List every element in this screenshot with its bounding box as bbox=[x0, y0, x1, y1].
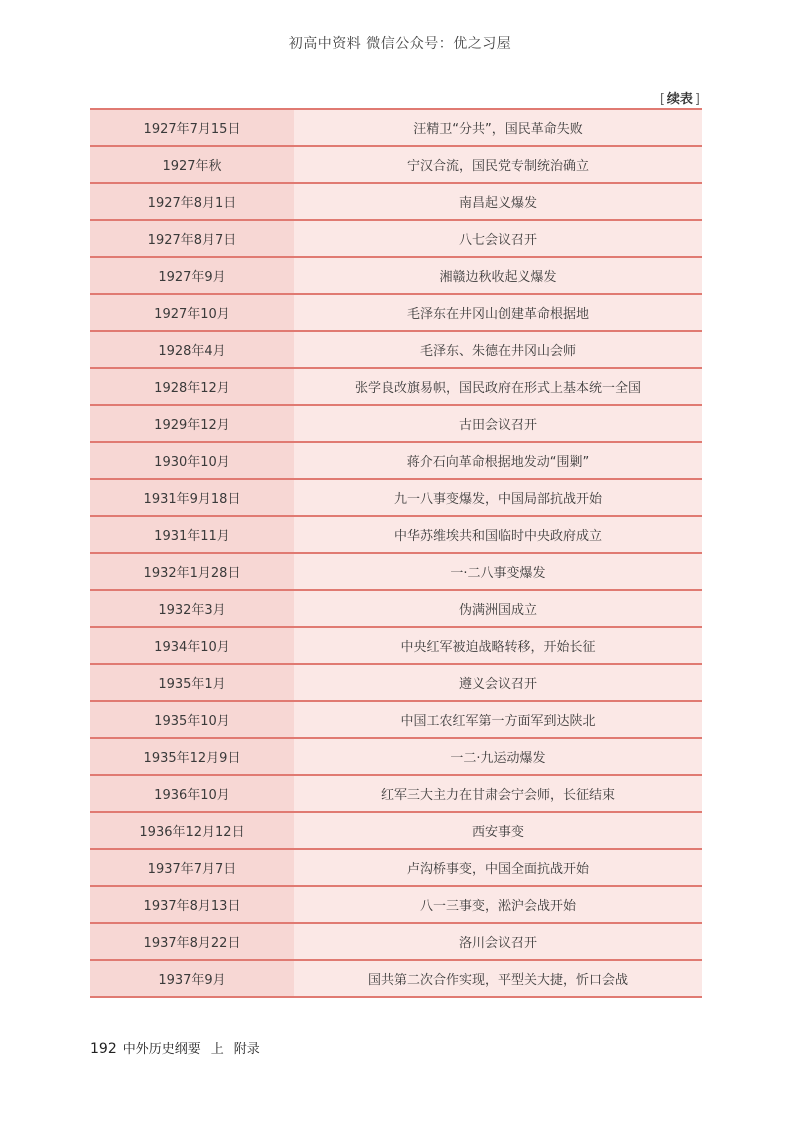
table-row bbox=[90, 368, 702, 405]
page-footer bbox=[90, 1038, 260, 1057]
date-cell: 1937年8月22日 bbox=[90, 923, 294, 960]
right-bracket-icon: ] bbox=[694, 92, 700, 107]
section-label: 附录 bbox=[233, 1042, 260, 1057]
event-cell: 红军三大主力在甘肃会宁会师，长征结束 bbox=[294, 775, 702, 812]
page-header: 初高中资料 微信公众号：优之习屋 bbox=[288, 36, 512, 52]
date-cell: 1927年7月15日 bbox=[90, 109, 294, 146]
table-row bbox=[90, 738, 702, 775]
table-row bbox=[90, 479, 702, 516]
date-cell: 1937年8月13日 bbox=[90, 886, 294, 923]
date-cell: 1937年9月 bbox=[90, 960, 294, 997]
table-row bbox=[90, 183, 702, 220]
table-row bbox=[90, 627, 702, 664]
event-cell: 中央红军被迫战略转移，开始长征 bbox=[294, 627, 702, 664]
table-row bbox=[90, 590, 702, 627]
event-cell: 卢沟桥事变，中国全面抗战开始 bbox=[294, 849, 702, 886]
table-row bbox=[90, 516, 702, 553]
event-cell: 九一八事变爆发，中国局部抗战开始 bbox=[294, 479, 702, 516]
event-cell: 古田会议召开 bbox=[294, 405, 702, 442]
date-cell: 1927年9月 bbox=[90, 257, 294, 294]
date-cell: 1935年1月 bbox=[90, 664, 294, 701]
date-cell: 1931年11月 bbox=[90, 516, 294, 553]
table-row bbox=[90, 960, 702, 997]
event-cell: 中华苏维埃共和国临时中央政府成立 bbox=[294, 516, 702, 553]
table-row bbox=[90, 923, 702, 960]
table-row bbox=[90, 146, 702, 183]
event-cell: 西安事变 bbox=[294, 812, 702, 849]
continued-table-label bbox=[658, 88, 702, 107]
date-cell: 1927年秋 bbox=[90, 146, 294, 183]
event-cell: 中国工农红军第一方面军到达陕北 bbox=[294, 701, 702, 738]
event-cell: 汪精卫“分共”，国民革命失败 bbox=[294, 109, 702, 146]
table-row bbox=[90, 775, 702, 812]
date-cell: 1932年1月28日 bbox=[90, 553, 294, 590]
event-cell: 蒋介石向革命根据地发动“围剿” bbox=[294, 442, 702, 479]
event-cell: 遵义会议召开 bbox=[294, 664, 702, 701]
table-row bbox=[90, 886, 702, 923]
date-cell: 1935年12月9日 bbox=[90, 738, 294, 775]
table-row bbox=[90, 331, 702, 368]
continued-text: 续表 bbox=[666, 92, 693, 107]
chronology-table bbox=[90, 108, 702, 998]
event-cell: 毛泽东在井冈山创建革命根据地 bbox=[294, 294, 702, 331]
event-cell: 国共第二次合作实现，平型关大捷，忻口会战 bbox=[294, 960, 702, 997]
date-cell: 1927年10月 bbox=[90, 294, 294, 331]
date-cell: 1932年3月 bbox=[90, 590, 294, 627]
event-cell: 宁汉合流，国民党专制统治确立 bbox=[294, 146, 702, 183]
volume-label: 上 bbox=[210, 1042, 224, 1057]
table-row bbox=[90, 553, 702, 590]
table-row bbox=[90, 442, 702, 479]
table-row bbox=[90, 812, 702, 849]
book-title: 中外历史纲要 bbox=[122, 1042, 201, 1057]
date-cell: 1936年12月12日 bbox=[90, 812, 294, 849]
event-cell: 毛泽东、朱德在井冈山会师 bbox=[294, 331, 702, 368]
table-row bbox=[90, 109, 702, 146]
event-cell: 南昌起义爆发 bbox=[294, 183, 702, 220]
event-cell: 湘赣边秋收起义爆发 bbox=[294, 257, 702, 294]
page-number: 192 bbox=[90, 1041, 117, 1057]
date-cell: 1927年8月1日 bbox=[90, 183, 294, 220]
date-cell: 1936年10月 bbox=[90, 775, 294, 812]
table-row bbox=[90, 294, 702, 331]
date-cell: 1928年12月 bbox=[90, 368, 294, 405]
table-row bbox=[90, 701, 702, 738]
left-bracket-icon: [ bbox=[659, 92, 665, 107]
event-cell: 张学良改旗易帜，国民政府在形式上基本统一全国 bbox=[294, 368, 702, 405]
event-cell: 伪满洲国成立 bbox=[294, 590, 702, 627]
date-cell: 1935年10月 bbox=[90, 701, 294, 738]
date-cell: 1934年10月 bbox=[90, 627, 294, 664]
table-row bbox=[90, 220, 702, 257]
event-cell: 洛川会议召开 bbox=[294, 923, 702, 960]
event-cell: 八七会议召开 bbox=[294, 220, 702, 257]
table-row bbox=[90, 664, 702, 701]
date-cell: 1928年4月 bbox=[90, 331, 294, 368]
date-cell: 1931年9月18日 bbox=[90, 479, 294, 516]
date-cell: 1937年7月7日 bbox=[90, 849, 294, 886]
event-cell: 八一三事变，淞沪会战开始 bbox=[294, 886, 702, 923]
table-row bbox=[90, 849, 702, 886]
event-cell: 一二·九运动爆发 bbox=[294, 738, 702, 775]
table-row bbox=[90, 257, 702, 294]
date-cell: 1930年10月 bbox=[90, 442, 294, 479]
date-cell: 1927年8月7日 bbox=[90, 220, 294, 257]
event-cell: 一·二八事变爆发 bbox=[294, 553, 702, 590]
table-row bbox=[90, 405, 702, 442]
date-cell: 1929年12月 bbox=[90, 405, 294, 442]
